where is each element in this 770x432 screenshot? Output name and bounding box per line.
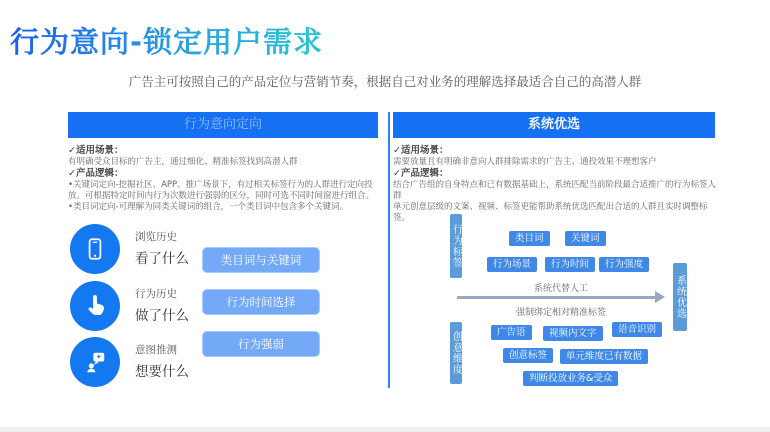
flow-arrow — [457, 296, 657, 299]
system-optimize-output-label: 系统优选 — [673, 263, 687, 331]
diagram-tag-judge-audience: 判断投放业务&受众 — [523, 371, 618, 386]
category-keyword-button: 类目词与关键词 — [202, 247, 320, 273]
right-panel-header: 系统优选 — [393, 112, 715, 138]
flow-arrow-head — [655, 291, 665, 303]
left-logic-item: •类目词定向-可理解为同类关键词的组合，一个类目词中包含多个关键词。 — [68, 202, 349, 212]
behavior-strength-button: 行为强弱 — [202, 331, 320, 357]
right-panel-text — [393, 145, 723, 224]
left-panel-text — [68, 145, 384, 213]
left-scene-text: 有明确受众目标的广告主，通过细化、精准标签找到高潜人群 — [68, 157, 298, 167]
row-sublabel: 看了什么 — [135, 251, 189, 267]
creative-dimension-group-label: 创意维度 — [450, 322, 462, 384]
page-title: 行为意向-锁定用户需求 — [10, 20, 323, 61]
diagram-tag-keyword: 关键词 — [565, 231, 606, 246]
left-panel-header: 行为意向定向 — [68, 112, 378, 138]
diagram-tag-ad-slogan: 广告语 — [491, 325, 532, 340]
left-logic-label: ✓产品逻辑： — [68, 168, 124, 179]
page-subtitle: 广告主可按照自己的产品定位与营销节奏，根据自己对业务的理解选择最适合自己的高潜人群 — [128, 74, 642, 89]
right-logic-label: ✓产品逻辑： — [393, 168, 449, 179]
diagram-tag-creative-label: 创意标签 — [503, 348, 553, 363]
person-speech-icon — [70, 337, 120, 387]
right-scene-text: 需要放量且有明确非意向人群排除需求的广告主、通投效果不理想客户 — [393, 157, 657, 167]
behavior-tags-group-label: 行为标签 — [450, 214, 462, 278]
phone-icon-glyph — [82, 236, 108, 262]
right-logic-line: 单元创意层级的文案、视频、标签更能帮助系统优选匹配出合适的人群且实时调整标签。 — [393, 202, 708, 223]
row-label: 浏览历史 — [135, 231, 177, 243]
phone-icon — [70, 224, 120, 274]
person-speech-icon-glyph — [82, 349, 108, 375]
diagram-tag-unit-data: 单元维度已有数据 — [560, 349, 648, 364]
slide-bottom-edge — [0, 427, 770, 432]
panel-divider — [388, 112, 390, 388]
arrow-top-text: 系统代替人工 — [533, 284, 588, 294]
row-label: 行为历史 — [135, 288, 177, 300]
row-sublabel: 做了什么 — [135, 308, 189, 324]
diagram-tag-video-text: 视频内文字 — [543, 326, 603, 341]
left-logic-item: •关键词定向-挖掘社区、APP、推广场景下，有过相关标签行为的人群进行定向投放。可根据特定时间内行为次数进行强弱的区分，同时可选不同时间窗进行组合。 — [68, 180, 375, 201]
diagram-tag-voice-recognition: 语音识别 — [612, 322, 662, 337]
diagram-tag-behavior-strength: 行为强度 — [599, 257, 649, 272]
diagram-tag-behavior-time: 行为时间 — [545, 257, 595, 272]
row-label: 意图推测 — [135, 344, 177, 356]
hand-pointer-icon-glyph — [82, 293, 108, 319]
diagram-tag-category-word: 类目词 — [509, 231, 550, 246]
hand-pointer-icon — [70, 281, 120, 331]
right-scene-label: ✓适用场景： — [393, 145, 449, 156]
diagram-tag-behavior-scene: 行为场景 — [487, 257, 537, 272]
left-scene-label: ✓适用场景： — [68, 145, 124, 156]
right-logic-line: 结合广告组的自身特点和已有数据基础上，系统匹配当前阶段最合适推广的行为标签人群 — [393, 180, 717, 201]
arrow-bottom-text: 强制绑定相对精准标签 — [515, 308, 606, 318]
row-sublabel: 想要什么 — [135, 364, 189, 380]
behavior-time-button: 行为时间选择 — [202, 289, 320, 315]
